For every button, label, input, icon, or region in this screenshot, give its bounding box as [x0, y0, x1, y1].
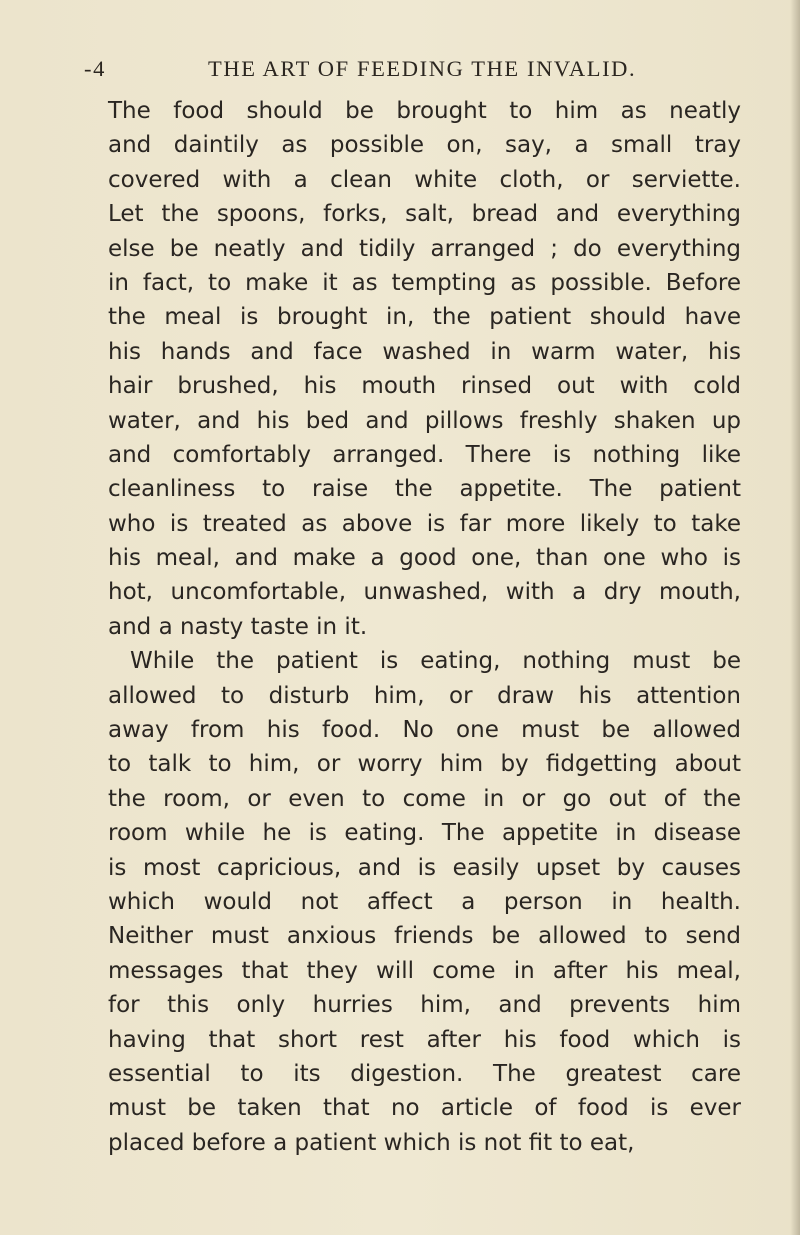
text-line: While the patient is eating, nothing must be — [130, 648, 741, 675]
paragraph-2 — [108, 644, 741, 1160]
text-line: water, and his bed and pillows freshly shaken up — [108, 407, 741, 434]
text-line: covered with a clean white cloth, or serviette. — [108, 166, 741, 193]
text-line: the meal is brought in, the patient should have — [108, 304, 741, 331]
text-line: hair brushed, his mouth rinsed out with cold — [108, 373, 741, 400]
text-line: who is treated as above is far more likely to take — [108, 510, 741, 537]
text-line: to talk to him, or worry him by fidgetting about — [108, 751, 741, 778]
text-line: allowed to disturb him, or draw his attention — [108, 682, 741, 709]
text-line: The food should be brought to him as neatly — [108, 98, 741, 124]
text-line: Let the spoons, forks, salt, bread and everything — [108, 201, 741, 228]
text-line: and daintily as possible on, say, a small tray — [108, 132, 741, 159]
text-line: room while he is eating. The appetite in disease — [108, 820, 741, 847]
text-line: away from his food. No one must be allowed — [108, 717, 741, 744]
text-line: which would not affect a person in health. — [108, 888, 741, 915]
text-line: for this only hurries him, and prevents him — [108, 992, 741, 1019]
text-line: else be neatly and tidily arranged ; do everything — [108, 235, 741, 262]
text-line: Neither must anxious friends be allowed to send — [108, 923, 741, 950]
body-text — [108, 94, 741, 1160]
running-head — [84, 56, 744, 88]
running-title: THE ART OF FEEDING THE INVALID. — [208, 56, 637, 81]
text-line: essential to its digestion. The greatest care — [108, 1060, 741, 1087]
text-line: is most capricious, and is easily upset by causes — [108, 854, 741, 881]
text-line: messages that they will come in after his meal, — [108, 957, 741, 984]
text-line: having that short rest after his food which is — [108, 1026, 741, 1053]
text-line: and comfortably arranged. There is nothing like — [108, 441, 741, 468]
text-line: and a nasty taste in it. — [108, 613, 368, 640]
text-line: must be taken that no article of food is ever — [108, 1095, 741, 1122]
page-number: -4 — [84, 56, 106, 81]
page-edge-shadow — [790, 0, 800, 1235]
paragraph-1 — [108, 94, 741, 644]
text-line: cleanliness to raise the appetite. The patient — [108, 476, 741, 503]
text-line: placed before a patient which is not fit to eat, — [108, 1129, 635, 1156]
text-line: the room, or even to come in or go out of the — [108, 785, 741, 812]
text-line: hot, uncomfortable, unwashed, with a dry mouth, — [108, 579, 741, 606]
text-line: his meal, and make a good one, than one who is — [108, 545, 741, 572]
text-line: in fact, to make it as tempting as possible. Before — [108, 269, 741, 296]
text-line: his hands and face washed in warm water, his — [108, 338, 741, 365]
